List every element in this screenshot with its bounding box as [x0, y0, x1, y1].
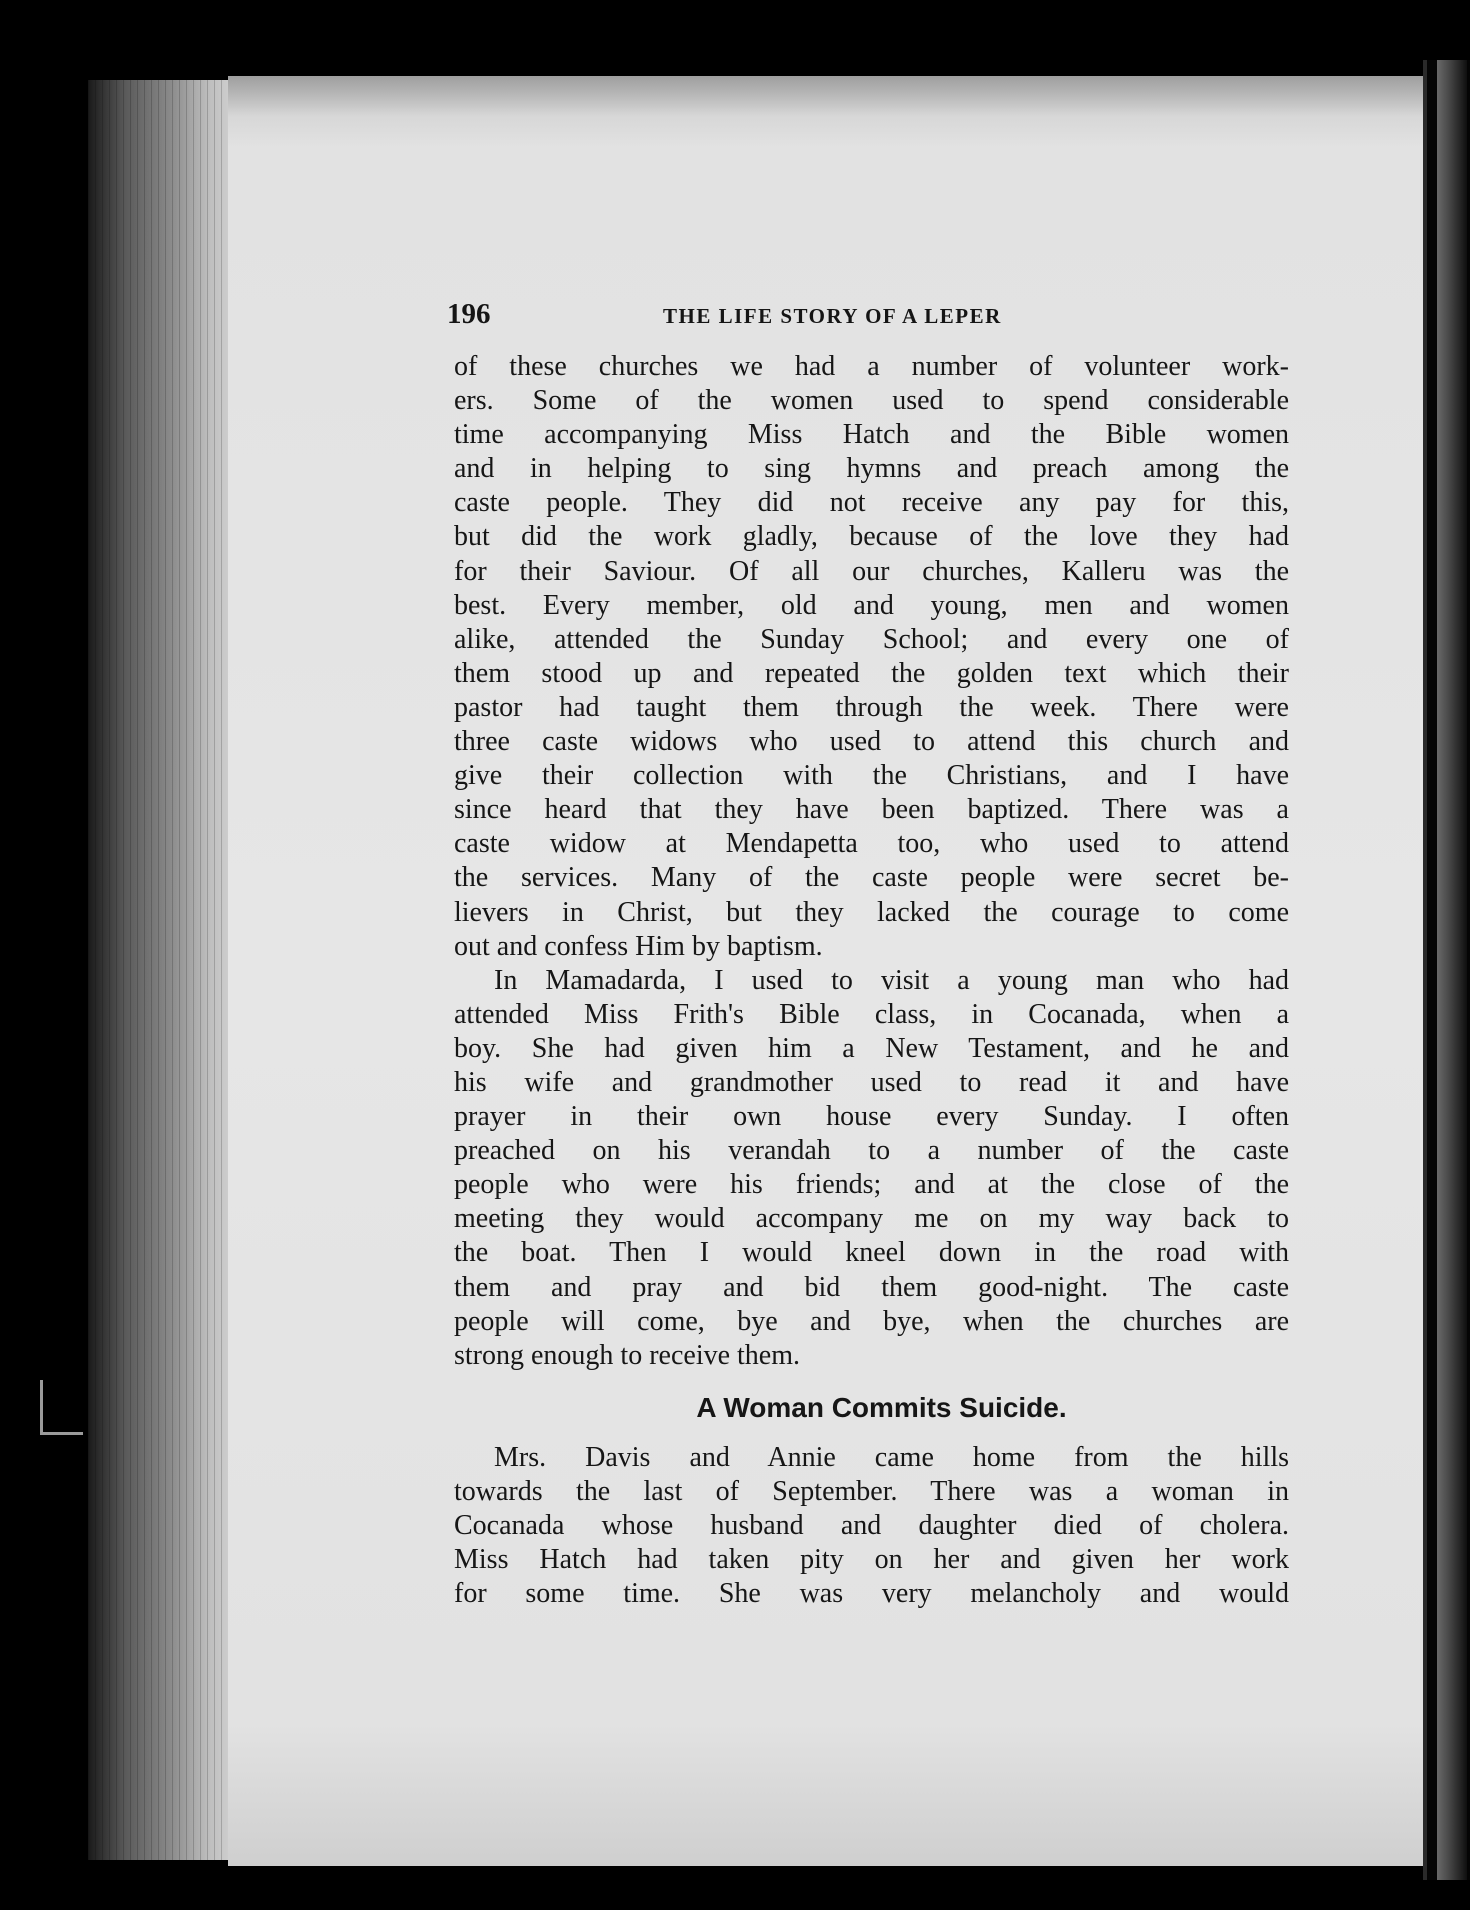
running-head: [447, 298, 1079, 338]
text-line: give their collection with the Christians, and I have: [454, 760, 1289, 792]
text-line: them and pray and bid them good-night. The caste: [454, 1271, 1289, 1303]
text-line: them stood up and repeated the golden text which their: [454, 657, 1289, 689]
page-number: 196: [447, 298, 491, 330]
text-line: pastor had taught them through the week. There were: [454, 691, 1289, 723]
paragraph-2: [454, 964, 1289, 1373]
page-body: [454, 350, 1289, 1611]
text-line: In Mamadarda, I used to visit a young man who had: [494, 964, 1289, 996]
section-heading: A Woman Commits Suicide.: [696, 1391, 1067, 1423]
text-line: Mrs. Davis and Annie came home from the hills: [494, 1441, 1289, 1473]
film-margin-mark: [40, 1380, 83, 1435]
text-line: ers. Some of the women used to spend considerable: [454, 385, 1289, 417]
text-line: for some time. She was very melancholy and would: [454, 1578, 1289, 1610]
text-line: three caste widows who used to attend this church and: [454, 726, 1289, 758]
text-line: but did the work gladly, because of the love they had: [454, 521, 1289, 553]
text-line: out and confess Him by baptism.: [454, 930, 823, 962]
book-page-edges: [88, 80, 238, 1860]
paragraph-3: [454, 1441, 1289, 1611]
running-title: THE LIFE STORY OF A LEPER: [663, 304, 1002, 328]
book-gutter: [1423, 60, 1470, 1880]
text-line: best. Every member, old and young, men and women: [454, 589, 1289, 621]
text-line: prayer in their own house every Sunday. I often: [454, 1101, 1289, 1133]
text-line: people who were his friends; and at the close of the: [454, 1169, 1289, 1201]
paragraph-1: [454, 350, 1289, 964]
text-line: towards the last of September. There was a woman in: [454, 1475, 1289, 1507]
text-line: Cocanada whose husband and daughter died of cholera.: [454, 1510, 1289, 1541]
text-line: caste widow at Mendapetta too, who used to attend: [454, 828, 1289, 860]
text-line: caste people. They did not receive any pay for this,: [454, 487, 1289, 519]
text-line: of these churches we had a number of volunteer work-: [454, 351, 1289, 382]
text-line: lievers in Christ, but they lacked the courage to come: [454, 896, 1289, 928]
text-line: alike, attended the Sunday School; and every one of: [454, 623, 1289, 655]
text-line: people will come, bye and bye, when the churches are: [454, 1305, 1289, 1337]
text-line: meeting they would accompany me on my way back to: [454, 1203, 1289, 1235]
text-line: the services. Many of the caste people were secret be-: [454, 862, 1289, 894]
page-top-shadow: [228, 76, 1423, 116]
text-line: attended Miss Frith's Bible class, in Cocanada, when a: [454, 998, 1289, 1030]
text-line: since heard that they have been baptized. There was a: [454, 794, 1289, 826]
text-line: his wife and grandmother used to read it and have: [454, 1066, 1289, 1098]
text-line: and in helping to sing hymns and preach among the: [454, 453, 1289, 485]
text-line: strong enough to receive them.: [454, 1339, 801, 1371]
text-line: time accompanying Miss Hatch and the Bible women: [454, 419, 1289, 451]
text-line: Miss Hatch had taken pity on her and given her work: [454, 1544, 1289, 1576]
text-line: preached on his verandah to a number of the caste: [454, 1135, 1289, 1167]
text-line: boy. She had given him a New Testament, and he and: [454, 1032, 1289, 1064]
text-line: the boat. Then I would kneel down in the road with: [454, 1237, 1289, 1269]
text-line: for their Saviour. Of all our churches, Kalleru was the: [454, 555, 1289, 587]
